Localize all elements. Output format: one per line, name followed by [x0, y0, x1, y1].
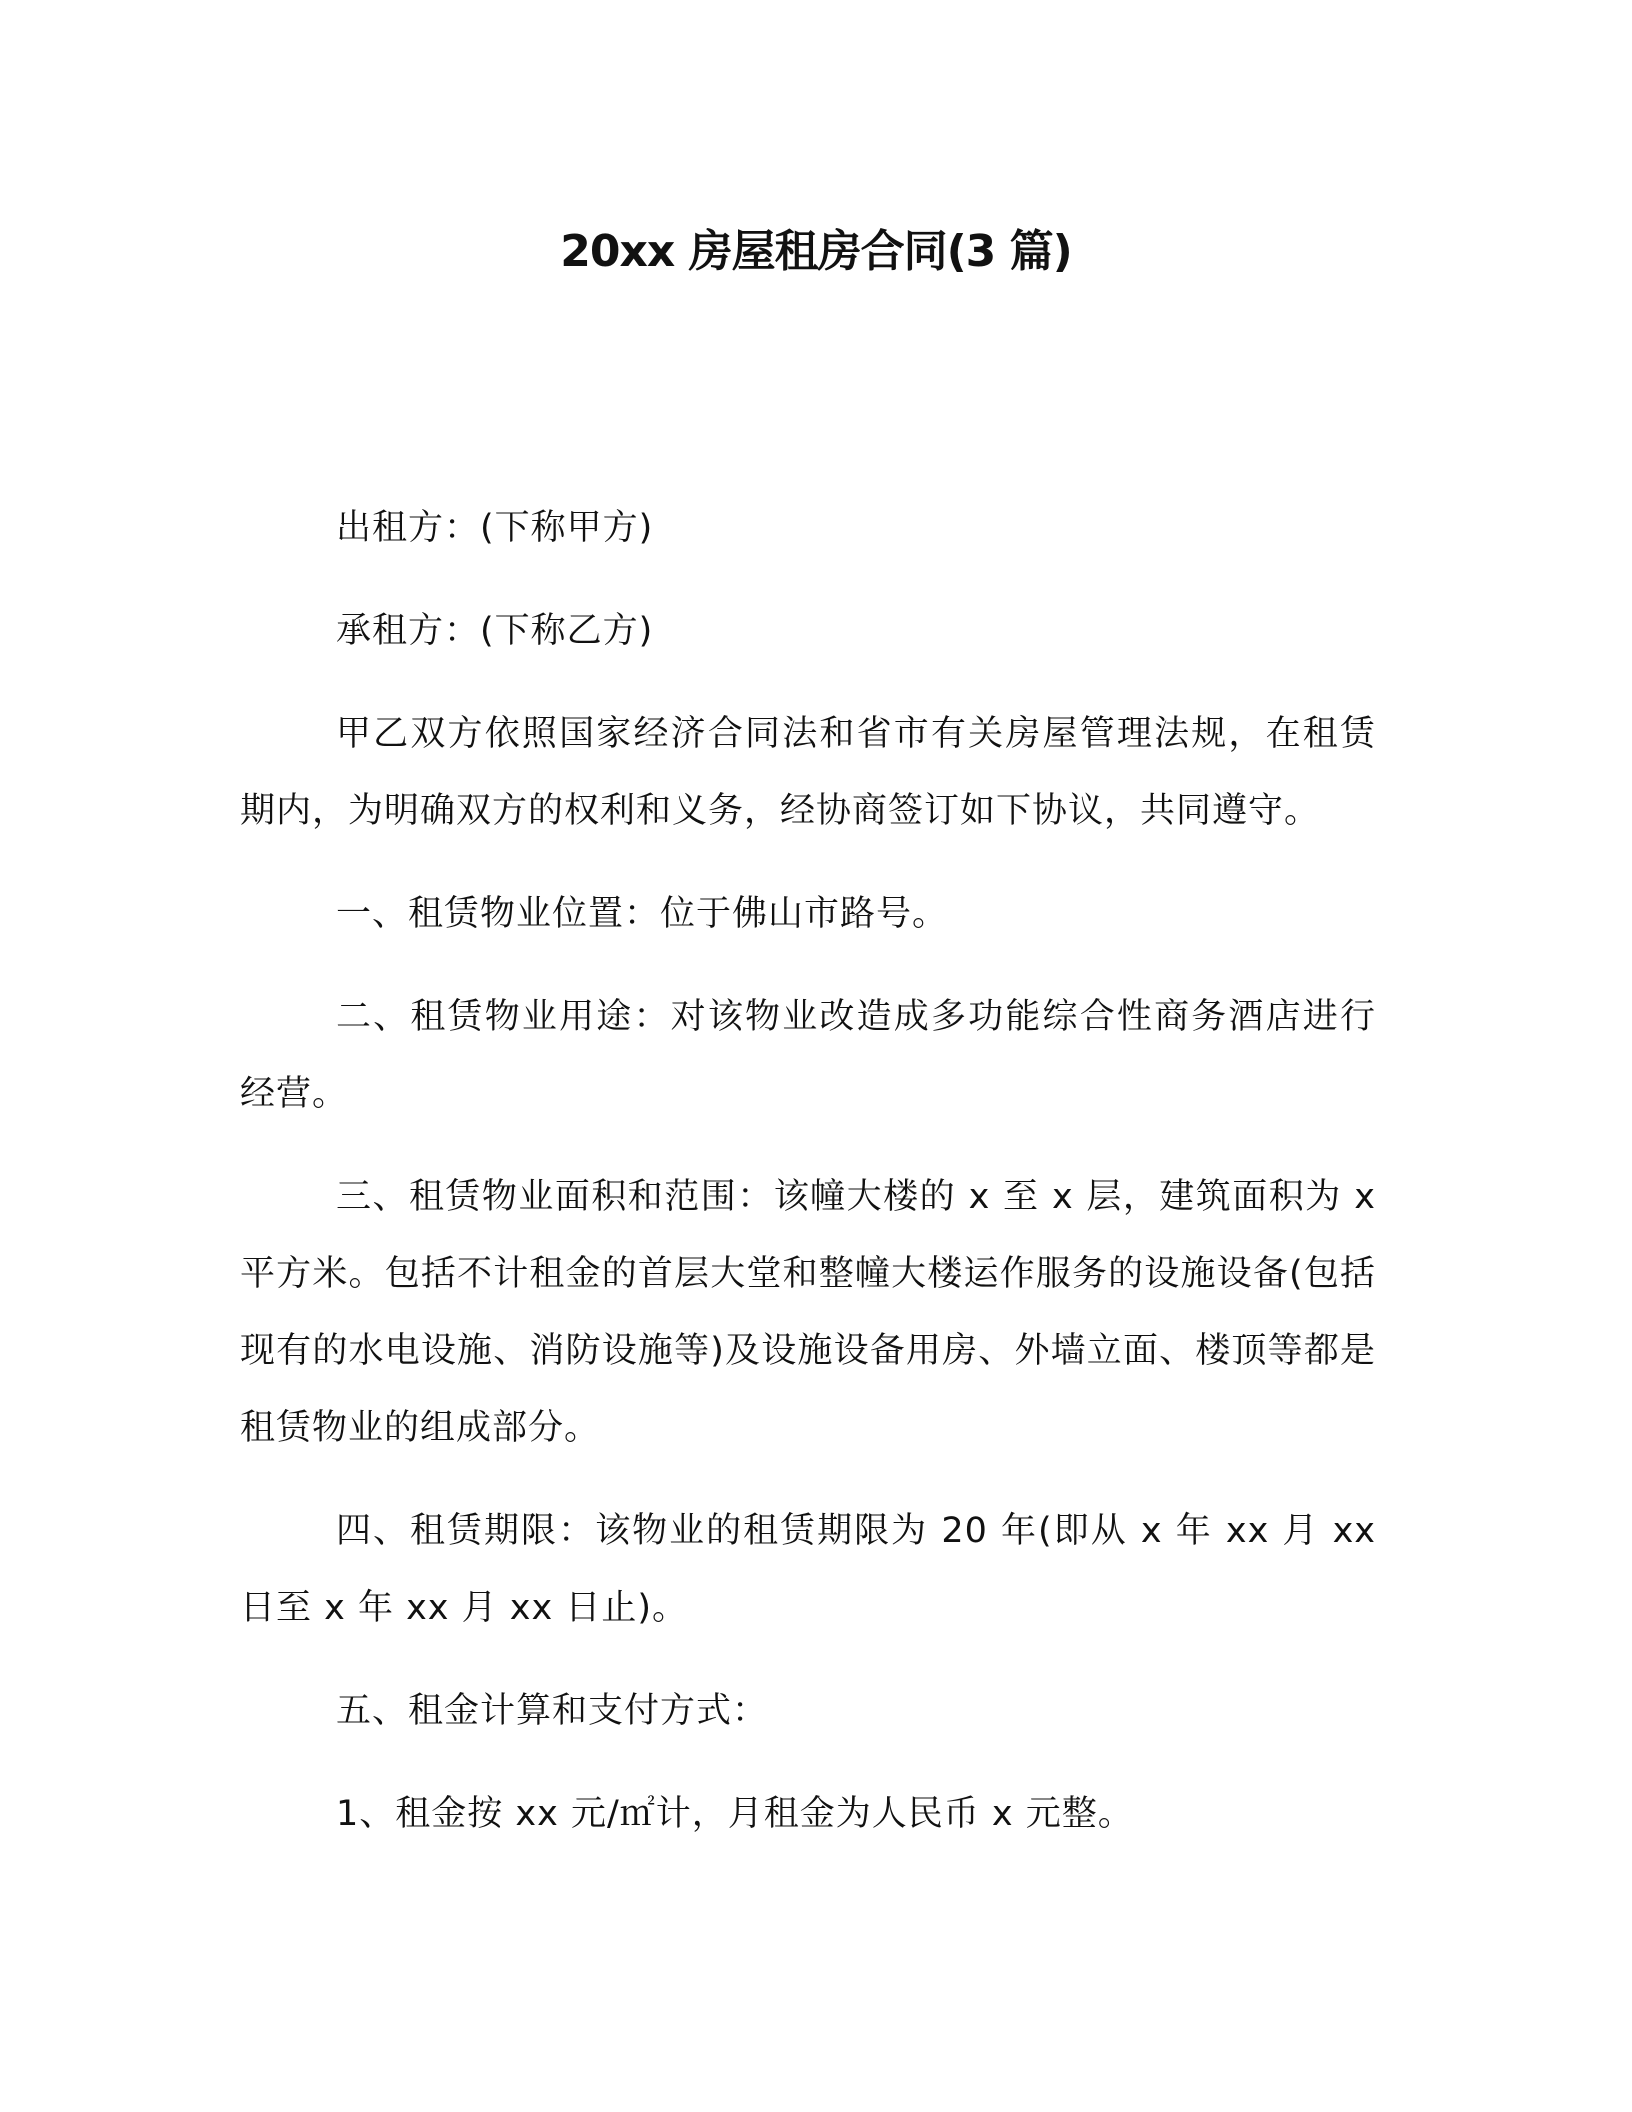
paragraph-lessee: 承租方：(下称乙方) — [336, 611, 654, 651]
paragraph-clause-term: 四、租赁期限：该物业的租赁期限为 20 年(即从 x 年 xx 月 xx 日至 x 年 xx 月 xx 日止)。 — [240, 1511, 1376, 1628]
paragraph-lessor: 出租方：(下称甲方) — [336, 508, 654, 548]
paragraph-clause-usage: 二、租赁物业用途：对该物业改造成多功能综合性商务酒店进行经营。 — [240, 997, 1376, 1114]
paragraph-rent-rate: 1、租金按 xx 元/㎡计，月租金为人民币 x 元整。 — [336, 1794, 1134, 1834]
paragraph-clause-area-scope: 三、租赁物业面积和范围：该幢大楼的 x 至 x 层，建筑面积为 x 平方米。包括不计租金的首层大堂和整幢大楼运作服务的设施设备(包括现有的水电设施、消防设施等)及设施设备用房、外墙立面、楼顶等都是租赁物业的组成部分。 — [240, 1177, 1376, 1448]
paragraph-clause-location: 一、租赁物业位置：位于佛山市路号。 — [336, 894, 949, 934]
document-body — [240, 490, 1376, 1879]
paragraph-clause-rent-payment: 五、租金计算和支付方式： — [336, 1691, 769, 1731]
paragraph-preamble: 甲乙双方依照国家经济合同法和省市有关房屋管理法规，在租赁期内，为明确双方的权利和义务，经协商签订如下协议，共同遵守。 — [240, 714, 1376, 831]
document-title: 20xx 房屋租房合同(3 篇) — [560, 226, 1072, 277]
